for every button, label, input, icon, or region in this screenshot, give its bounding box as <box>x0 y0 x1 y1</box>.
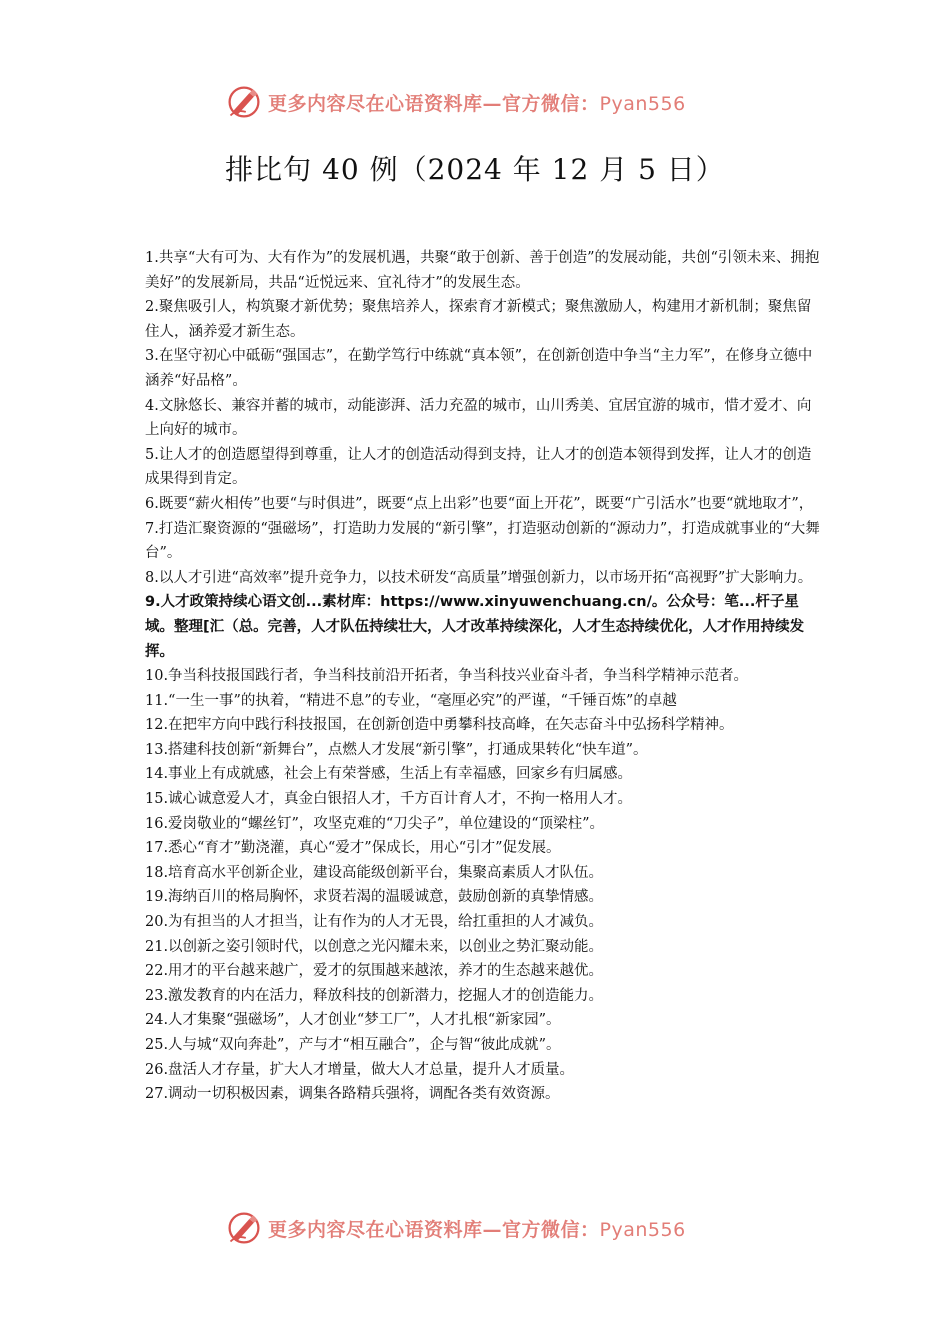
list-item: 21.以创新之姿引领时代，以创意之光闪耀未来，以创业之势汇聚动能。 <box>145 938 604 955</box>
list-item: 15.诚心诚意爱人才，真金白银招人才，千方百计育人才，不拘一格用人才。 <box>145 791 633 808</box>
header-banner <box>0 82 950 122</box>
list-item: 11.“一生一事”的执着，“精进不息”的专业，“毫厘必究”的严谨，“千锤百炼”的卓越 <box>145 692 677 709</box>
list-item: 10.争当科技报国践行者，争当科技前沿开拓者，争当科技兴业奋斗者，争当科学精神示范者。 <box>145 668 749 685</box>
list-item: 8.以人才引进“高效率”提升竞争力，以技术研发“高质量”增强创新力，以市场开拓“高视野”扩大影响力。 <box>145 569 813 586</box>
list-item: 26.盘活人才存量，扩大人才增量，做大人才总量，提升人才质量。 <box>145 1061 575 1078</box>
banner-text: 更多内容尽在心语资料库—官方微信：Pyan556 <box>268 92 686 115</box>
list-item: 18.培育高水平创新企业，建设高能级创新平台，集聚高素质人才队伍。 <box>145 864 604 881</box>
list-item: 25.人与城“双向奔赴”，产与才“相互融合”，企与智“彼此成就”。 <box>145 1037 561 1053</box>
list-item: 20.为有担当的人才担当，让有作为的人才无畏，给扛重担的人才减负。 <box>145 914 604 931</box>
list-item: 23.激发教育的内在活力，释放科技的创新潜力，挖掘人才的创造能力。 <box>145 987 604 1004</box>
list-item: 2.聚焦吸引人，构筑聚才新优势；聚焦培养人，探索育才新模式；聚焦激励人，构建用才新机制；聚焦留住人，涵养爱才新生态。 <box>145 299 812 340</box>
list-item-watermarked: 9.人才政策持续心语文创...素材库：https://www.xinyuwenchuang.cn/。公众号：笔...杆子星域。整理[汇（总。完善，人才队伍持续壮大，人才改革持续深化，人才生态持续优化，人才作用持续发挥。 <box>145 594 805 660</box>
wechat-id: Pyan556 <box>599 92 686 115</box>
footer-banner <box>0 1208 950 1248</box>
list-item: 19.海纳百川的格局胸怀，求贤若渴的温暖诚意，鼓励创新的真挚情感。 <box>145 889 604 906</box>
list-item: 17.悉心“育才”勤浇灌，真心“爱才”保成长，用心“引才”促发展。 <box>145 840 561 857</box>
list-item: 4.文脉悠长、兼容并蓄的城市，动能澎湃、活力充盈的城市，山川秀美、宜居宜游的城市，惜才爱才、向上向好的城市。 <box>145 397 812 439</box>
list-item: 1.共享“大有可为、大有作为”的发展机遇，共聚“敢于创新、善于创造”的发展动能，共创“引领未来、拥抱美好”的发展新局，共品“近悦远来、宜礼待才”的发展生态。 <box>145 250 820 291</box>
banner-text: 更多内容尽在心语资料库—官方微信：Pyan556 <box>268 1218 686 1241</box>
list-item: 27.调动一切积极因素，调集各路精兵强将，调配各类有效资源。 <box>145 1086 560 1103</box>
list-item: 22.用才的平台越来越广，爱才的氛围越来越浓，养才的生态越来越优。 <box>145 963 604 980</box>
list-item: 7.打造汇聚资源的“强磁场”，打造助力发展的“新引擎”，打造驱动创新的“源动力”，打造成就事业的“大舞台”。 <box>145 520 820 562</box>
list-item: 13.搭建科技创新“新舞台”，点燃人才发展“新引擎”，打通成果转化“快车道”。 <box>145 741 648 758</box>
pen-logo-icon <box>226 1210 262 1246</box>
list-item: 14.事业上有成就感，社会上有荣誉感，生活上有幸福感，回家乡有归属感。 <box>145 766 633 783</box>
wechat-id: Pyan556 <box>599 1218 686 1241</box>
list-item: 24.人才集聚“强磁场”，人才创业“梦工厂”，人才扎根“新家园”。 <box>145 1012 561 1029</box>
document-body <box>145 246 825 1107</box>
pen-logo-icon <box>226 84 262 120</box>
list-item: 6.既要“薪火相传”也要“与时俱进”，既要“点上出彩”也要“面上开花”，既要“广引活水”也要“就地取才”， <box>145 495 814 512</box>
list-item: 16.爱岗敬业的“螺丝钉”，攻坚克难的“刀尖子”，单位建设的“顶梁柱”。 <box>145 815 605 832</box>
list-item: 3.在坚守初心中砥砺“强国志”，在勤学笃行中练就“真本领”，在创新创造中争当“主力军”，在修身立德中涵养“好品格”。 <box>145 348 813 389</box>
list-item: 12.在把牢方向中践行科技报国，在创新创造中勇攀科技高峰，在矢志奋斗中弘扬科学精神。 <box>145 717 734 734</box>
list-item: 5.让人才的创造愿望得到尊重，让人才的创造活动得到支持，让人才的创造本领得到发挥，让人才的创造成果得到肯定。 <box>145 446 812 488</box>
page-title: 排比句 40 例（2024 年 12 月 5 日） <box>225 153 725 186</box>
